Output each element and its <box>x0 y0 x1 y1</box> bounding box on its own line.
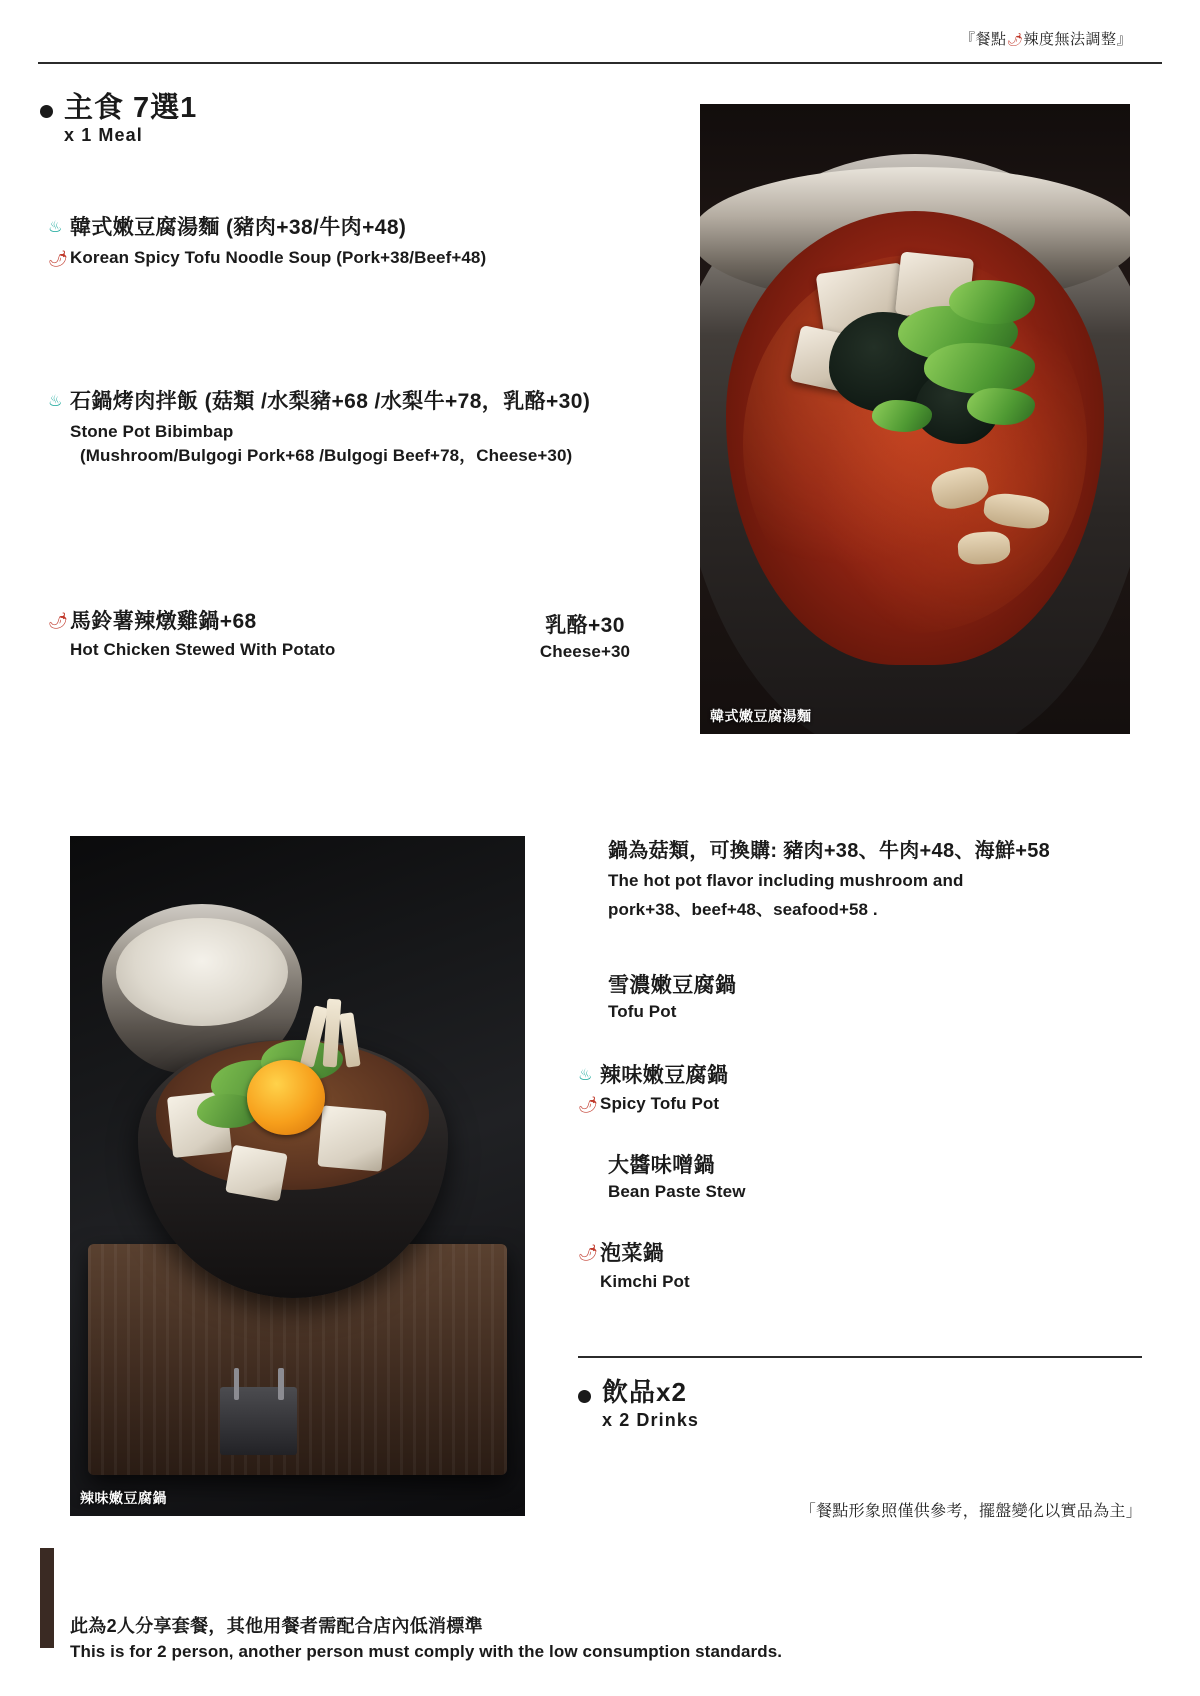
vegetarian-icon: ♨ <box>48 393 63 410</box>
chili-icon: 🌶 <box>48 613 69 630</box>
cheese-addon-en: Cheese+30 <box>539 642 631 662</box>
footer-note-en: This is for 2 person, another person must comply with the low consumption standards. <box>70 1642 783 1662</box>
main-course-title-zh: 主食 7選1 <box>64 92 198 124</box>
menu-item-name-en: Bean Paste Stew <box>608 1182 746 1202</box>
menu-item-kimchi-pot <box>578 1240 690 1294</box>
menu-item-name-zh: 雪濃嫩豆腐鍋 <box>608 974 737 997</box>
bullet-icon <box>578 1390 591 1403</box>
main-course-title-en: x 1 Meal <box>64 125 143 146</box>
menu-item-name-en: Spicy Tofu Pot <box>600 1094 720 1114</box>
cheese-addon-option <box>500 612 670 664</box>
menu-item-name-zh: 石鍋烤肉拌飯 (菇類 /水梨豬+68 /水梨牛+78，乳酪+30) <box>70 390 591 413</box>
menu-item-hot-chicken-stewed-with-potato <box>48 608 335 662</box>
spice-note-prefix: 『餐點 <box>959 31 1007 48</box>
chili-icon: 🌶 <box>48 251 69 269</box>
menu-item-name-en: Tofu Pot <box>608 1002 677 1022</box>
hotpot-upgrade-note <box>608 838 1128 922</box>
footer-accent-bar <box>40 1548 54 1648</box>
menu-item-name-zh: 泡菜鍋 <box>600 1242 665 1265</box>
drinks-title-zh: 飲品x2 <box>602 1377 687 1407</box>
photo-disclaimer: 「餐點形象照僅供參考，擺盤變化以實品為主」 <box>799 1503 1142 1520</box>
chili-icon: 🌶 <box>1006 32 1024 47</box>
hotpot-note-zh: 鍋為菇類，可換購: 豬肉+38、牛肉+48、海鮮+58 <box>608 840 1051 862</box>
menu-item-bean-paste-stew <box>608 1152 746 1204</box>
food-illustration <box>700 104 1130 734</box>
menu-item-name-zh: 馬鈴薯辣燉雞鍋+68 <box>70 610 257 633</box>
photo-caption: 辣味嫩豆腐鍋 <box>80 1490 167 1506</box>
menu-item-options-en: (Mushroom/Bulgogi Pork+68 /Bulgogi Beef+78，Cheese+30) <box>80 446 573 466</box>
menu-item-name-zh: 辣味嫩豆腐鍋 <box>600 1064 729 1087</box>
cheese-addon-zh: 乳酪+30 <box>545 614 625 637</box>
menu-item-stone-pot-bibimbap <box>48 388 590 468</box>
drinks-divider <box>578 1356 1142 1358</box>
footer-note-zh: 此為2人分享套餐，其他用餐者需配合店內低消標準 <box>70 1616 483 1636</box>
spice-note-suffix: 辣度無法調整』 <box>1023 31 1132 48</box>
photo-spicy-tofu-pot <box>70 836 525 1516</box>
menu-item-spicy-tofu-pot <box>578 1062 728 1116</box>
menu-item-name-en: Korean Spicy Tofu Noodle Soup (Pork+38/Beef+48) <box>70 248 487 268</box>
footer-note <box>70 1614 782 1664</box>
chili-icon: 🌶 <box>578 1245 599 1262</box>
hotpot-note-en-line2: pork+38、beef+48、seafood+58 . <box>608 899 878 919</box>
menu-item-korean-spicy-tofu-noodle-soup <box>48 214 486 270</box>
vegetarian-icon: ♨ <box>48 219 63 236</box>
drinks-title-en: x 2 Drinks <box>602 1410 700 1431</box>
spice-level-note <box>960 28 1132 49</box>
drinks-heading <box>578 1378 699 1431</box>
menu-item-name-zh: 韓式嫩豆腐湯麵 (豬肉+38/牛肉+48) <box>70 216 407 239</box>
menu-item-name-en: Hot Chicken Stewed With Potato <box>70 640 336 660</box>
menu-item-name-en: Kimchi Pot <box>600 1272 690 1292</box>
chili-icon: 🌶 <box>578 1097 599 1115</box>
header-divider <box>38 62 1162 64</box>
menu-item-tofu-pot <box>608 972 736 1024</box>
menu-item-name-zh: 大醬味噌鍋 <box>608 1154 715 1177</box>
food-illustration <box>70 836 525 1516</box>
photo-caption: 韓式嫩豆腐湯麵 <box>710 708 812 724</box>
hotpot-note-en-line1: The hot pot flavor including mushroom and <box>608 871 964 890</box>
bullet-icon <box>40 105 53 118</box>
photo-korean-spicy-tofu-noodle-soup <box>700 104 1130 734</box>
main-course-heading <box>40 92 197 146</box>
vegetarian-icon: ♨ <box>578 1067 593 1084</box>
menu-item-name-en: Stone Pot Bibimbap <box>70 422 234 442</box>
